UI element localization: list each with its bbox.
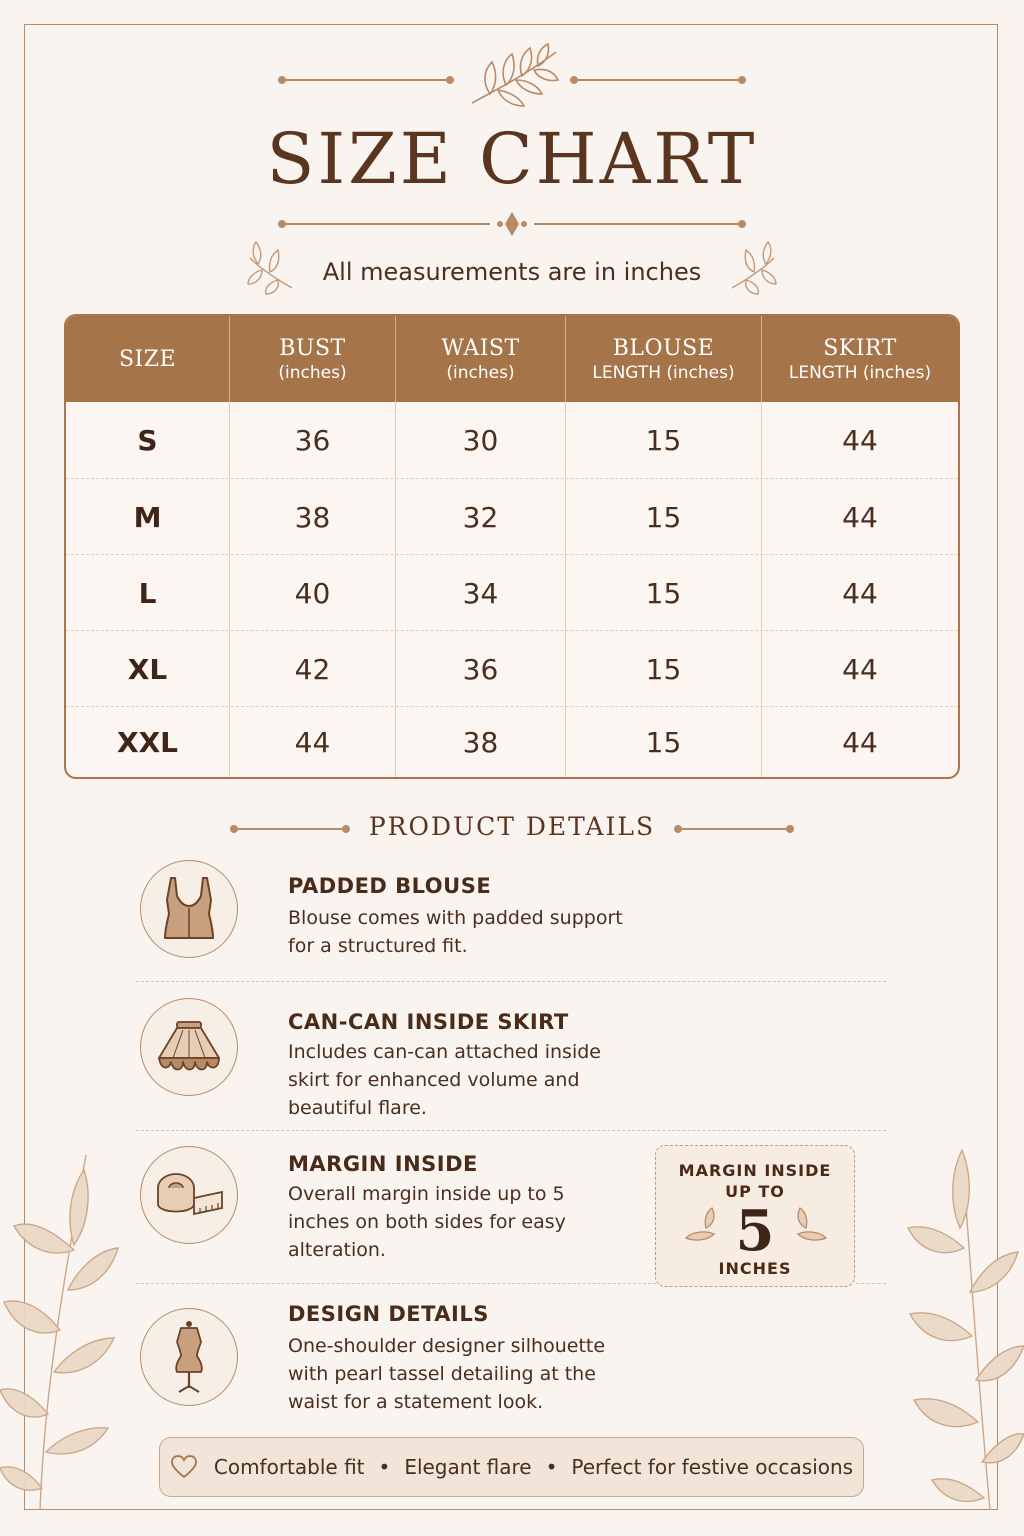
page-title: SIZE CHART (266, 118, 758, 200)
table-cell: 15 (566, 555, 762, 631)
detail-can-can-skirt (136, 996, 886, 1128)
table-cell: 34 (396, 555, 566, 631)
table-cell: 36 (230, 402, 396, 478)
table-cell: 44 (842, 726, 878, 759)
table-row (66, 554, 958, 631)
detail-heading: PADDED BLOUSE (288, 874, 492, 898)
blouse-icon (140, 860, 238, 958)
table-cell: 44 (842, 652, 878, 686)
detail-description: Includes can-can attached inside skirt for enhanced volume and beautiful flare. (288, 1041, 601, 1119)
left-branch-icon (0, 1155, 118, 1510)
detail-padded-blouse (136, 858, 886, 978)
top-leaf-sprig-icon (472, 44, 558, 106)
column-header-skirt-length: SKIRT LENGTH (inches) (788, 335, 932, 383)
page-subtitle: All measurements are in inches (322, 258, 702, 286)
table-cell: 38 (230, 479, 396, 555)
table-cell: 15 (566, 631, 762, 707)
detail-description: One-shoulder designer silhouette with pearl tassel detailing at the waist for a statement look. (288, 1335, 606, 1413)
column-header-bust: BUST (inches) (230, 316, 396, 402)
table-cell: 36 (396, 631, 566, 707)
margin-value: 5 (735, 1198, 775, 1264)
column-header-size: SIZE (66, 316, 230, 402)
footer-item: Elegant flare (404, 1455, 532, 1479)
footer-bar (159, 1437, 864, 1497)
table-cell: 30 (396, 402, 566, 478)
margin-badge-label: MARGIN INSIDE UP TO (678, 1161, 832, 1201)
detail-description: Overall margin inside up to 5 inches on both sides for easy alteration. (288, 1183, 566, 1261)
product-details-title: PRODUCT DETAILS (368, 812, 656, 841)
separator-dot: • (378, 1455, 391, 1479)
footer-item: Comfortable fit (213, 1455, 365, 1479)
skirt-icon (140, 998, 238, 1096)
table-cell: S (66, 402, 230, 478)
detail-description: Blouse comes with padded support for a structured fit. (288, 907, 623, 957)
table-cell: L (66, 555, 230, 631)
table-cell: 15 (566, 707, 762, 778)
table-row (66, 706, 958, 778)
heart-icon (170, 1455, 198, 1479)
table-row (66, 478, 958, 555)
table-cell: 40 (230, 555, 396, 631)
divider (136, 981, 886, 982)
table-cell: 44 (842, 423, 878, 457)
size-table (64, 314, 960, 779)
table-header (66, 316, 958, 402)
divider (856, 1283, 886, 1284)
divider (136, 1283, 656, 1284)
dress-form-icon (140, 1308, 238, 1406)
margin-badge (655, 1145, 855, 1287)
column-header-waist: WAIST (inches) (396, 316, 566, 402)
table-cell: 32 (396, 479, 566, 555)
measuring-tape-icon (140, 1146, 238, 1244)
table-row (66, 402, 958, 478)
table-cell: 15 (566, 402, 762, 478)
separator-dot: • (545, 1455, 558, 1479)
table-cell: 44 (230, 707, 396, 778)
table-cell: 44 (842, 500, 878, 534)
diamond-ornament-icon (497, 212, 527, 236)
column-header-blouse-length: BLOUSE LENGTH (inches) (566, 316, 762, 402)
table-cell: M (66, 479, 230, 555)
table-cell: XL (66, 631, 230, 707)
table-cell: 44 (842, 576, 878, 610)
footer-item: Perfect for festive occasions (571, 1455, 854, 1479)
detail-heading: CAN-CAN INSIDE SKIRT (288, 1010, 569, 1034)
detail-heading: MARGIN INSIDE (288, 1152, 478, 1176)
table-row (66, 630, 958, 707)
divider (136, 1130, 886, 1131)
detail-heading: DESIGN DETAILS (288, 1302, 489, 1326)
table-cell: XXL (66, 707, 230, 778)
table-cell: 15 (566, 479, 762, 555)
detail-design-details (136, 1296, 886, 1420)
right-branch-icon (908, 1150, 1024, 1510)
table-cell: 38 (396, 707, 566, 778)
table-cell: 42 (230, 631, 396, 707)
margin-unit: INCHES (718, 1259, 792, 1278)
